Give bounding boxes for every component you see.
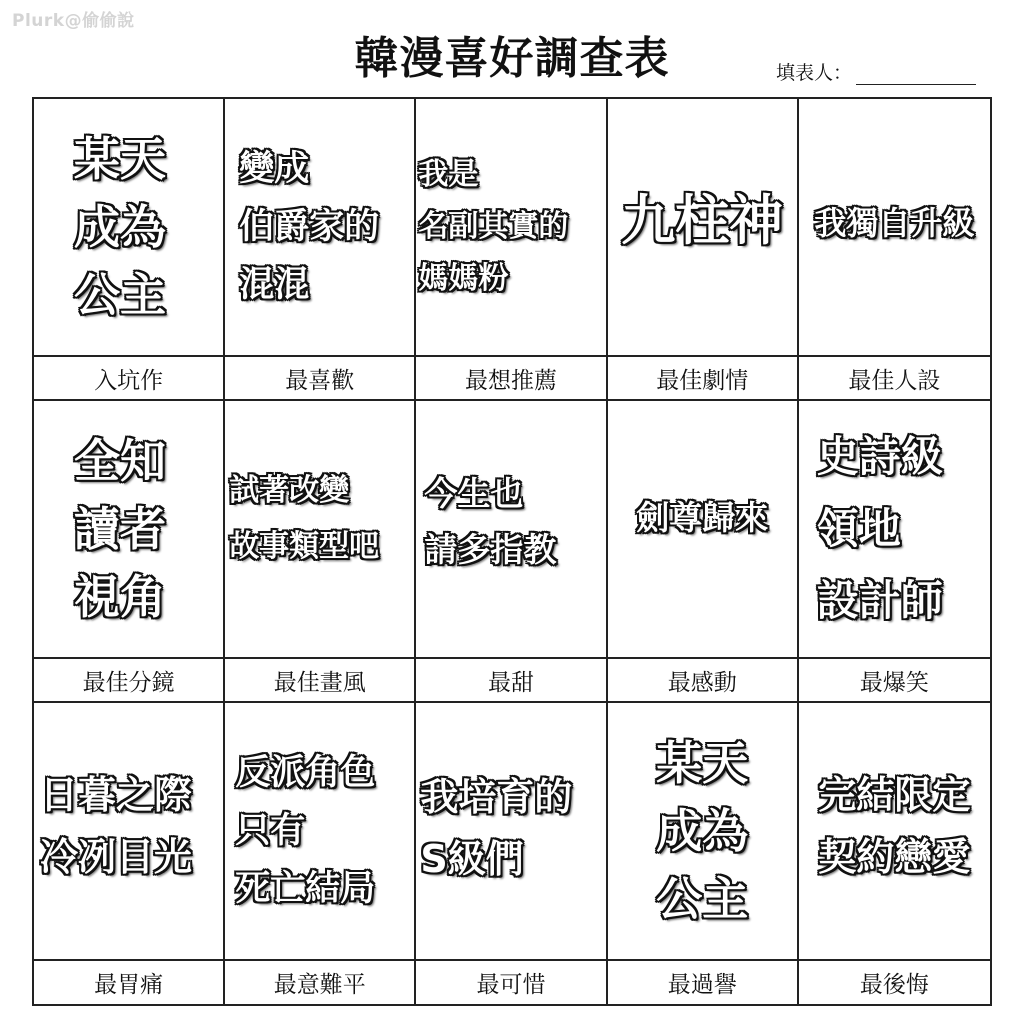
title-text: 某天 成為 公主 <box>74 132 166 322</box>
title-text: 完結限定 契約戀愛 <box>818 773 971 879</box>
title-text: 今生也 請多指教 <box>424 474 557 569</box>
title-text: 史詩級 領地 設計師 <box>816 432 943 625</box>
title-text: 變成 伯爵家的 混混 <box>239 149 380 305</box>
grid-cell <box>608 401 799 659</box>
grid-cell <box>34 99 225 357</box>
title-text: 試著改變 故事類型吧 <box>229 473 380 564</box>
category-label: 最過譽 <box>608 961 799 1004</box>
title-text: 日暮之際 冷冽目光 <box>40 773 193 879</box>
category-label: 最佳分鏡 <box>34 659 225 703</box>
title-text: 我獨自升級 <box>814 204 975 242</box>
category-label: 最爆笑 <box>799 659 990 703</box>
title-text: 反派角色 只有 死亡結局 <box>235 753 376 909</box>
grid-cell <box>416 703 607 961</box>
category-label: 最想推薦 <box>416 357 607 401</box>
grid-cell <box>416 401 607 659</box>
category-label: 最感動 <box>608 659 799 703</box>
title-text: 劍尊歸來 <box>636 498 769 537</box>
filler-field <box>776 58 976 85</box>
category-label: 最佳劇情 <box>608 357 799 401</box>
title-text: 全知 讀者 視角 <box>74 434 166 624</box>
title-text: 我是 名副其實的 媽媽粉 <box>418 157 569 296</box>
category-label: 最佳畫風 <box>225 659 416 703</box>
category-label: 最意難平 <box>225 961 416 1004</box>
title-text: 我培育的 S級們 <box>420 775 573 881</box>
grid-cell <box>416 99 607 357</box>
grid-cell <box>608 703 799 961</box>
grid-cell <box>608 99 799 357</box>
filler-blank-line <box>856 66 976 85</box>
category-label: 最喜歡 <box>225 357 416 401</box>
title-text: 某天 成為 公主 <box>656 736 749 926</box>
category-label: 最胃痛 <box>34 961 225 1004</box>
grid-cell <box>799 703 990 961</box>
grid-cell <box>34 401 225 659</box>
grid-cell <box>225 401 416 659</box>
grid-cell <box>799 401 990 659</box>
title-text: 九柱神 <box>621 189 784 252</box>
category-label: 入坑作 <box>34 357 225 401</box>
survey-grid <box>32 97 992 1006</box>
grid-cell <box>799 99 990 357</box>
grid-cell <box>34 703 225 961</box>
watermark: Plurk@偷偷說 <box>12 11 135 31</box>
category-label: 最甜 <box>416 659 607 703</box>
page-title: 韓漫喜好調查表 <box>354 33 670 84</box>
filler-label: 填表人： <box>776 62 853 84</box>
category-label: 最可惜 <box>416 961 607 1004</box>
grid-cell <box>225 99 416 357</box>
category-label: 最後悔 <box>859 972 929 998</box>
category-label: 最佳人設 <box>799 357 990 401</box>
grid-cell <box>225 703 416 961</box>
